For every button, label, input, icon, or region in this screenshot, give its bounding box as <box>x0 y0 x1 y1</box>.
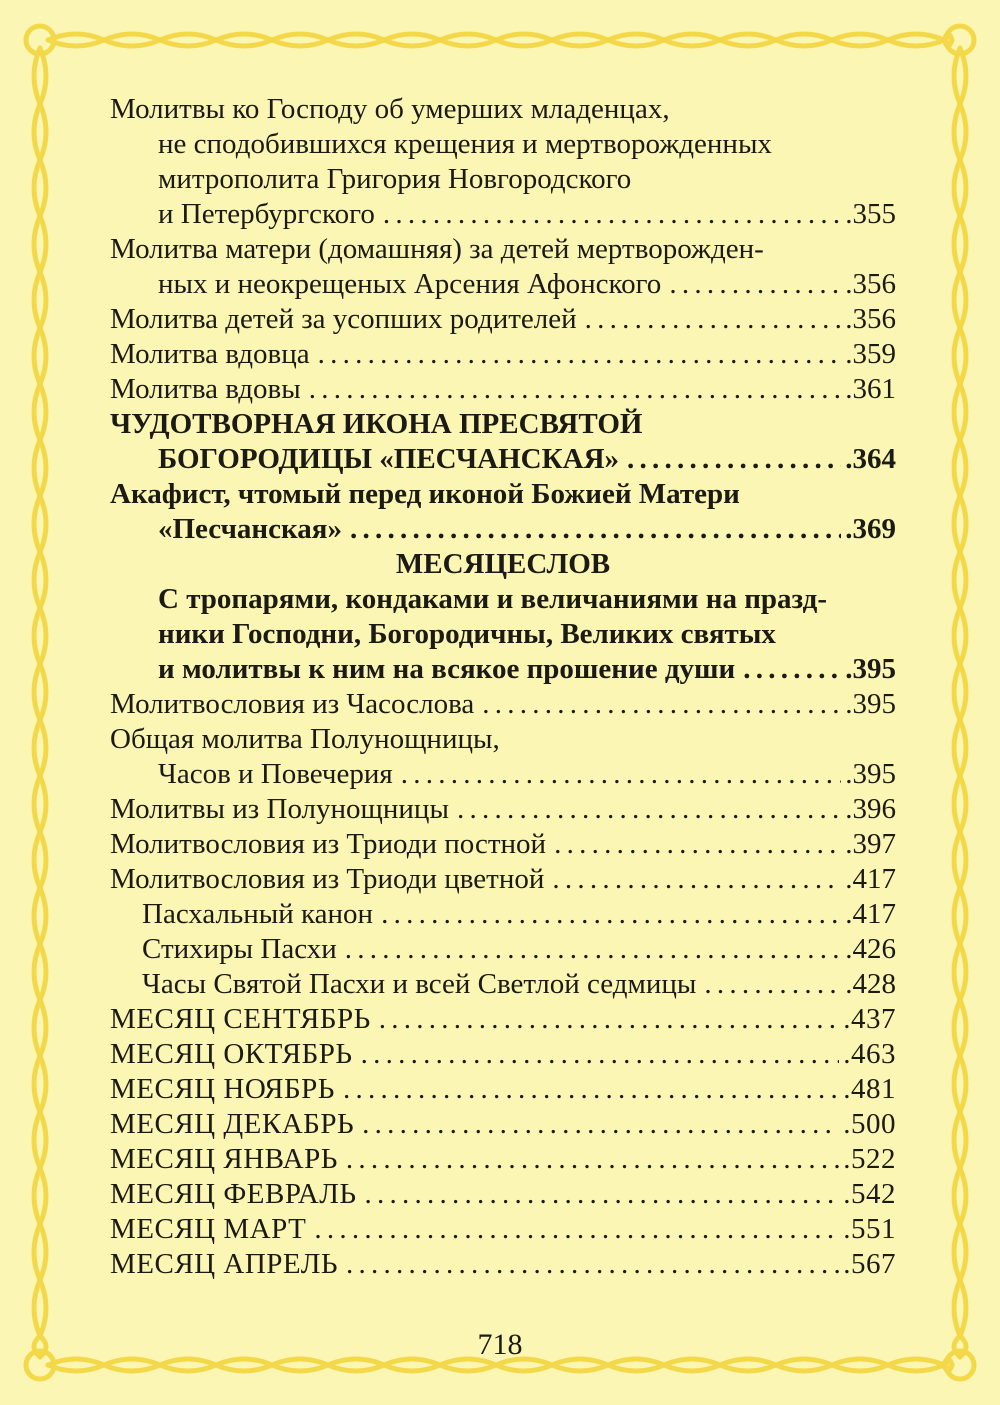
toc-entry-page: .417 <box>845 863 896 895</box>
toc-entry <box>110 512 896 547</box>
toc-entry-title: ных и неокрещеных Арсения Афонского <box>158 268 662 300</box>
dot-leader <box>346 1142 839 1177</box>
toc-entry-page: .355 <box>845 198 896 230</box>
dot-leader <box>743 652 841 687</box>
toc-entry-page: .396 <box>845 793 896 825</box>
toc-entry-title: Молитва матери (домашняя) за детей мертворожден- <box>110 233 764 265</box>
toc-entry-title: МЕСЯЦ ДЕКАБРЬ <box>110 1108 355 1140</box>
toc-entry <box>110 1177 896 1212</box>
toc-entry <box>110 407 896 442</box>
toc-entry <box>110 197 896 232</box>
toc-entry-page: .356 <box>845 268 896 300</box>
toc-entry <box>110 582 896 617</box>
dot-leader <box>318 337 842 372</box>
toc-entry-title: Молитвословия из Часослова <box>110 688 475 720</box>
toc-entry-title: Пасхальный канон <box>142 898 374 930</box>
toc-entry <box>110 92 896 127</box>
toc-entry <box>110 1142 896 1177</box>
section-heading-text: МЕСЯЦЕСЛОВ <box>395 548 611 580</box>
dot-leader <box>345 932 842 967</box>
toc-entry <box>110 897 896 932</box>
toc-entry-title: МЕСЯЦ НОЯБРЬ <box>110 1073 335 1105</box>
toc-entry-title: митрополита Григория Новгородского <box>158 163 632 195</box>
dot-leader <box>401 757 842 792</box>
toc-entry-title: и молитвы к ним на всякое прошение души <box>158 653 736 685</box>
toc-entry-page: .481 <box>843 1073 896 1105</box>
dot-leader <box>309 372 842 407</box>
dot-leader <box>361 1037 840 1072</box>
toc-entry-page: .395 <box>845 758 896 790</box>
toc-entry-page: .542 <box>843 1178 896 1210</box>
toc-entry <box>110 442 896 477</box>
toc-entry <box>110 1037 896 1072</box>
toc-entry-page: .551 <box>843 1213 896 1245</box>
toc-entry <box>110 722 896 757</box>
table-of-contents <box>110 92 896 1282</box>
toc-entry-title: БОГОРОДИЦЫ «ПЕСЧАНСКАЯ» <box>158 443 620 475</box>
toc-entry <box>110 932 896 967</box>
dot-leader <box>482 687 841 722</box>
dot-leader <box>381 897 841 932</box>
dot-leader <box>350 512 841 547</box>
toc-entry-page: .522 <box>843 1143 896 1175</box>
toc-entry-title: Стихиры Пасхи <box>142 933 337 965</box>
dot-leader <box>585 302 842 337</box>
toc-entry-title: Молитвословия из Триоди постной <box>110 828 547 860</box>
dot-leader <box>343 1072 839 1107</box>
toc-entry <box>110 267 896 302</box>
toc-entry-page: .395 <box>845 688 896 720</box>
toc-entry-page: .395 <box>845 653 896 685</box>
dot-leader <box>552 862 841 897</box>
toc-entry-page: .397 <box>845 828 896 860</box>
dot-leader <box>362 1107 839 1142</box>
toc-entry <box>110 232 896 267</box>
toc-entry <box>110 1212 896 1247</box>
dot-leader <box>627 442 841 477</box>
toc-entry <box>110 1072 896 1107</box>
toc-entry-title: ники Господни, Богородичны, Великих святых <box>158 618 776 650</box>
dot-leader <box>457 792 841 827</box>
toc-entry-page: .567 <box>843 1248 896 1280</box>
dot-leader <box>365 1177 840 1212</box>
toc-entry <box>110 967 896 1002</box>
toc-entry <box>110 1107 896 1142</box>
toc-entry-title: Общая молитва Полунощницы, <box>110 723 500 755</box>
toc-entry <box>110 337 896 372</box>
toc-entry <box>110 792 896 827</box>
toc-entry-page: .361 <box>845 373 896 405</box>
dot-leader <box>669 267 841 302</box>
toc-entry-title: «Песчанская» <box>158 513 342 545</box>
toc-entry <box>110 302 896 337</box>
toc-entry-page: .364 <box>845 443 896 475</box>
toc-entry-page: .359 <box>845 338 896 370</box>
toc-entry-page: .428 <box>845 968 896 1000</box>
dot-leader <box>346 1247 839 1282</box>
toc-entry-title: не сподобившихся крещения и мертворожденных <box>158 128 772 160</box>
toc-entry-title: Молитвы ко Господу об умерших младенцах, <box>110 93 670 125</box>
toc-entry-page: .417 <box>845 898 896 930</box>
dot-leader <box>704 967 841 1002</box>
toc-entry-title: Молитва вдовца <box>110 338 310 370</box>
toc-entry <box>110 827 896 862</box>
toc-entry-title: С тропарями, кондаками и величаниями на празд- <box>158 583 827 615</box>
toc-entry-title: МЕСЯЦ МАРТ <box>110 1213 307 1245</box>
toc-entry-title: Часов и Повечерия <box>158 758 393 790</box>
dot-leader <box>383 197 841 232</box>
toc-entry <box>110 372 896 407</box>
toc-entry-title: МЕСЯЦ ЯНВАРЬ <box>110 1143 338 1175</box>
toc-entry-title: Акафист, чтомый перед иконой Божией Матери <box>110 478 740 510</box>
page-number: 718 <box>477 1328 523 1361</box>
toc-entry <box>110 127 896 162</box>
toc-entry <box>110 477 896 512</box>
toc-entry-page: .426 <box>845 933 896 965</box>
toc-entry-page: .437 <box>843 1003 896 1035</box>
toc-entry <box>110 687 896 722</box>
toc-entry-page: .500 <box>843 1108 896 1140</box>
toc-entry <box>110 617 896 652</box>
toc-entry-page: .369 <box>845 513 896 545</box>
toc-entry <box>110 1002 896 1037</box>
toc-entry <box>110 162 896 197</box>
section-heading <box>110 547 896 582</box>
toc-entry-title: Часы Святой Пасхи и всей Светлой седмицы <box>142 968 697 1000</box>
toc-entry-title: Молитвы из Полунощницы <box>110 793 449 825</box>
toc-entry-title: и Петербургского <box>158 198 375 230</box>
toc-entry-title: ЧУДОТВОРНАЯ ИКОНА ПРЕСВЯТОЙ <box>110 408 643 440</box>
toc-entry-page: .356 <box>845 303 896 335</box>
toc-entry-title: Молитва вдовы <box>110 373 301 405</box>
dot-leader <box>554 827 841 862</box>
toc-entry <box>110 652 896 687</box>
toc-entry <box>110 862 896 897</box>
toc-entry-title: МЕСЯЦ ФЕВРАЛЬ <box>110 1178 357 1210</box>
toc-entry-page: .463 <box>843 1038 896 1070</box>
toc-entry <box>110 757 896 792</box>
dot-leader <box>314 1212 839 1247</box>
toc-entry-title: МЕСЯЦ СЕНТЯБРЬ <box>110 1003 371 1035</box>
toc-entry-title: Молитвословия из Триоди цветной <box>110 863 545 895</box>
dot-leader <box>379 1002 839 1037</box>
toc-entry-title: МЕСЯЦ ОКТЯБРЬ <box>110 1038 353 1070</box>
toc-entry-title: Молитва детей за усопших родителей <box>110 303 577 335</box>
toc-entry-title: МЕСЯЦ АПРЕЛЬ <box>110 1248 339 1280</box>
toc-entry <box>110 1247 896 1282</box>
